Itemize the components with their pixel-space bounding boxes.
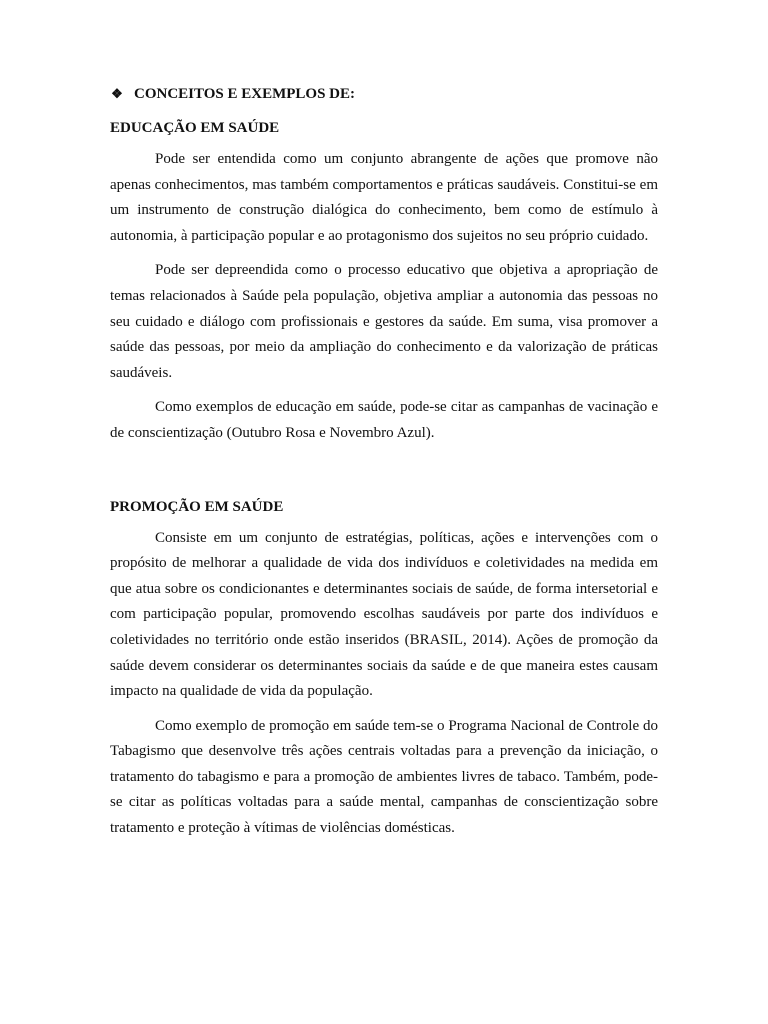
document-page <box>110 84 658 851</box>
paragraph: Consiste em um conjunto de estratégias, políticas, ações e intervenções com o propósito de melhorar a qualidade de vida dos indivíduos e coletividades na medida em que atua sobre os condicionantes e determinantes sociais de saúde, de forma intersetorial e com participação popular, promovendo escolhas saudáveis por parte dos indivíduos e coletividades no território onde estão inseridos (BRASIL, 2014). Ações de promoção da saúde devem considerar os determinantes sociais da saúde e de que maneira estes causam impacto na qualidade de vida da população. <box>110 529 658 700</box>
section-educacao <box>110 118 658 447</box>
section-title: PROMOÇÃO EM SAÚDE <box>110 498 284 515</box>
section-title: EDUCAÇÃO EM SAÚDE <box>110 120 280 136</box>
paragraph: Como exemplos de educação em saúde, pode-se citar as campanhas de vacinação e de conscientização (Outubro Rosa e Novembro Azul). <box>110 399 658 441</box>
section-promocao <box>110 497 658 842</box>
document-heading <box>110 84 658 104</box>
diamond-bullet-icon: ❖ <box>111 86 123 101</box>
paragraph: Pode ser depreendida como o processo educativo que objetiva a apropriação de temas relacionados à Saúde pela população, objetiva ampliar a autonomia das pessoas no seu cuidado e diálogo com profissionais e gestores da saúde. Em suma, visa promover a saúde das pessoas, por meio da ampliação do conhecimento e da valorização de práticas saudáveis. <box>110 262 658 381</box>
paragraph: Pode ser entendida como um conjunto abrangente de ações que promove não apenas conhecimentos, mas também comportamentos e práticas saudáveis. Constitui-se em um instrumento de construção dialógica do conhecimento, bem como de estímulo à autonomia, à participação popular e ao protagonismo dos sujeitos no seu próprio cuidado. <box>110 151 658 244</box>
paragraph: Como exemplo de promoção em saúde tem-se o Programa Nacional de Controle do Tabagismo que desenvolve três ações centrais voltadas para a prevenção da iniciação, o tratamento do tabagismo e para a promoção de ambientes livres de tabaco. Também, pode-se citar as políticas voltadas para a saúde mental, campanhas de conscientização sobre tratamento e proteção à vítimas de violências domésticas. <box>110 717 658 837</box>
document-heading-text: CONCEITOS E EXEMPLOS DE: <box>134 86 356 102</box>
